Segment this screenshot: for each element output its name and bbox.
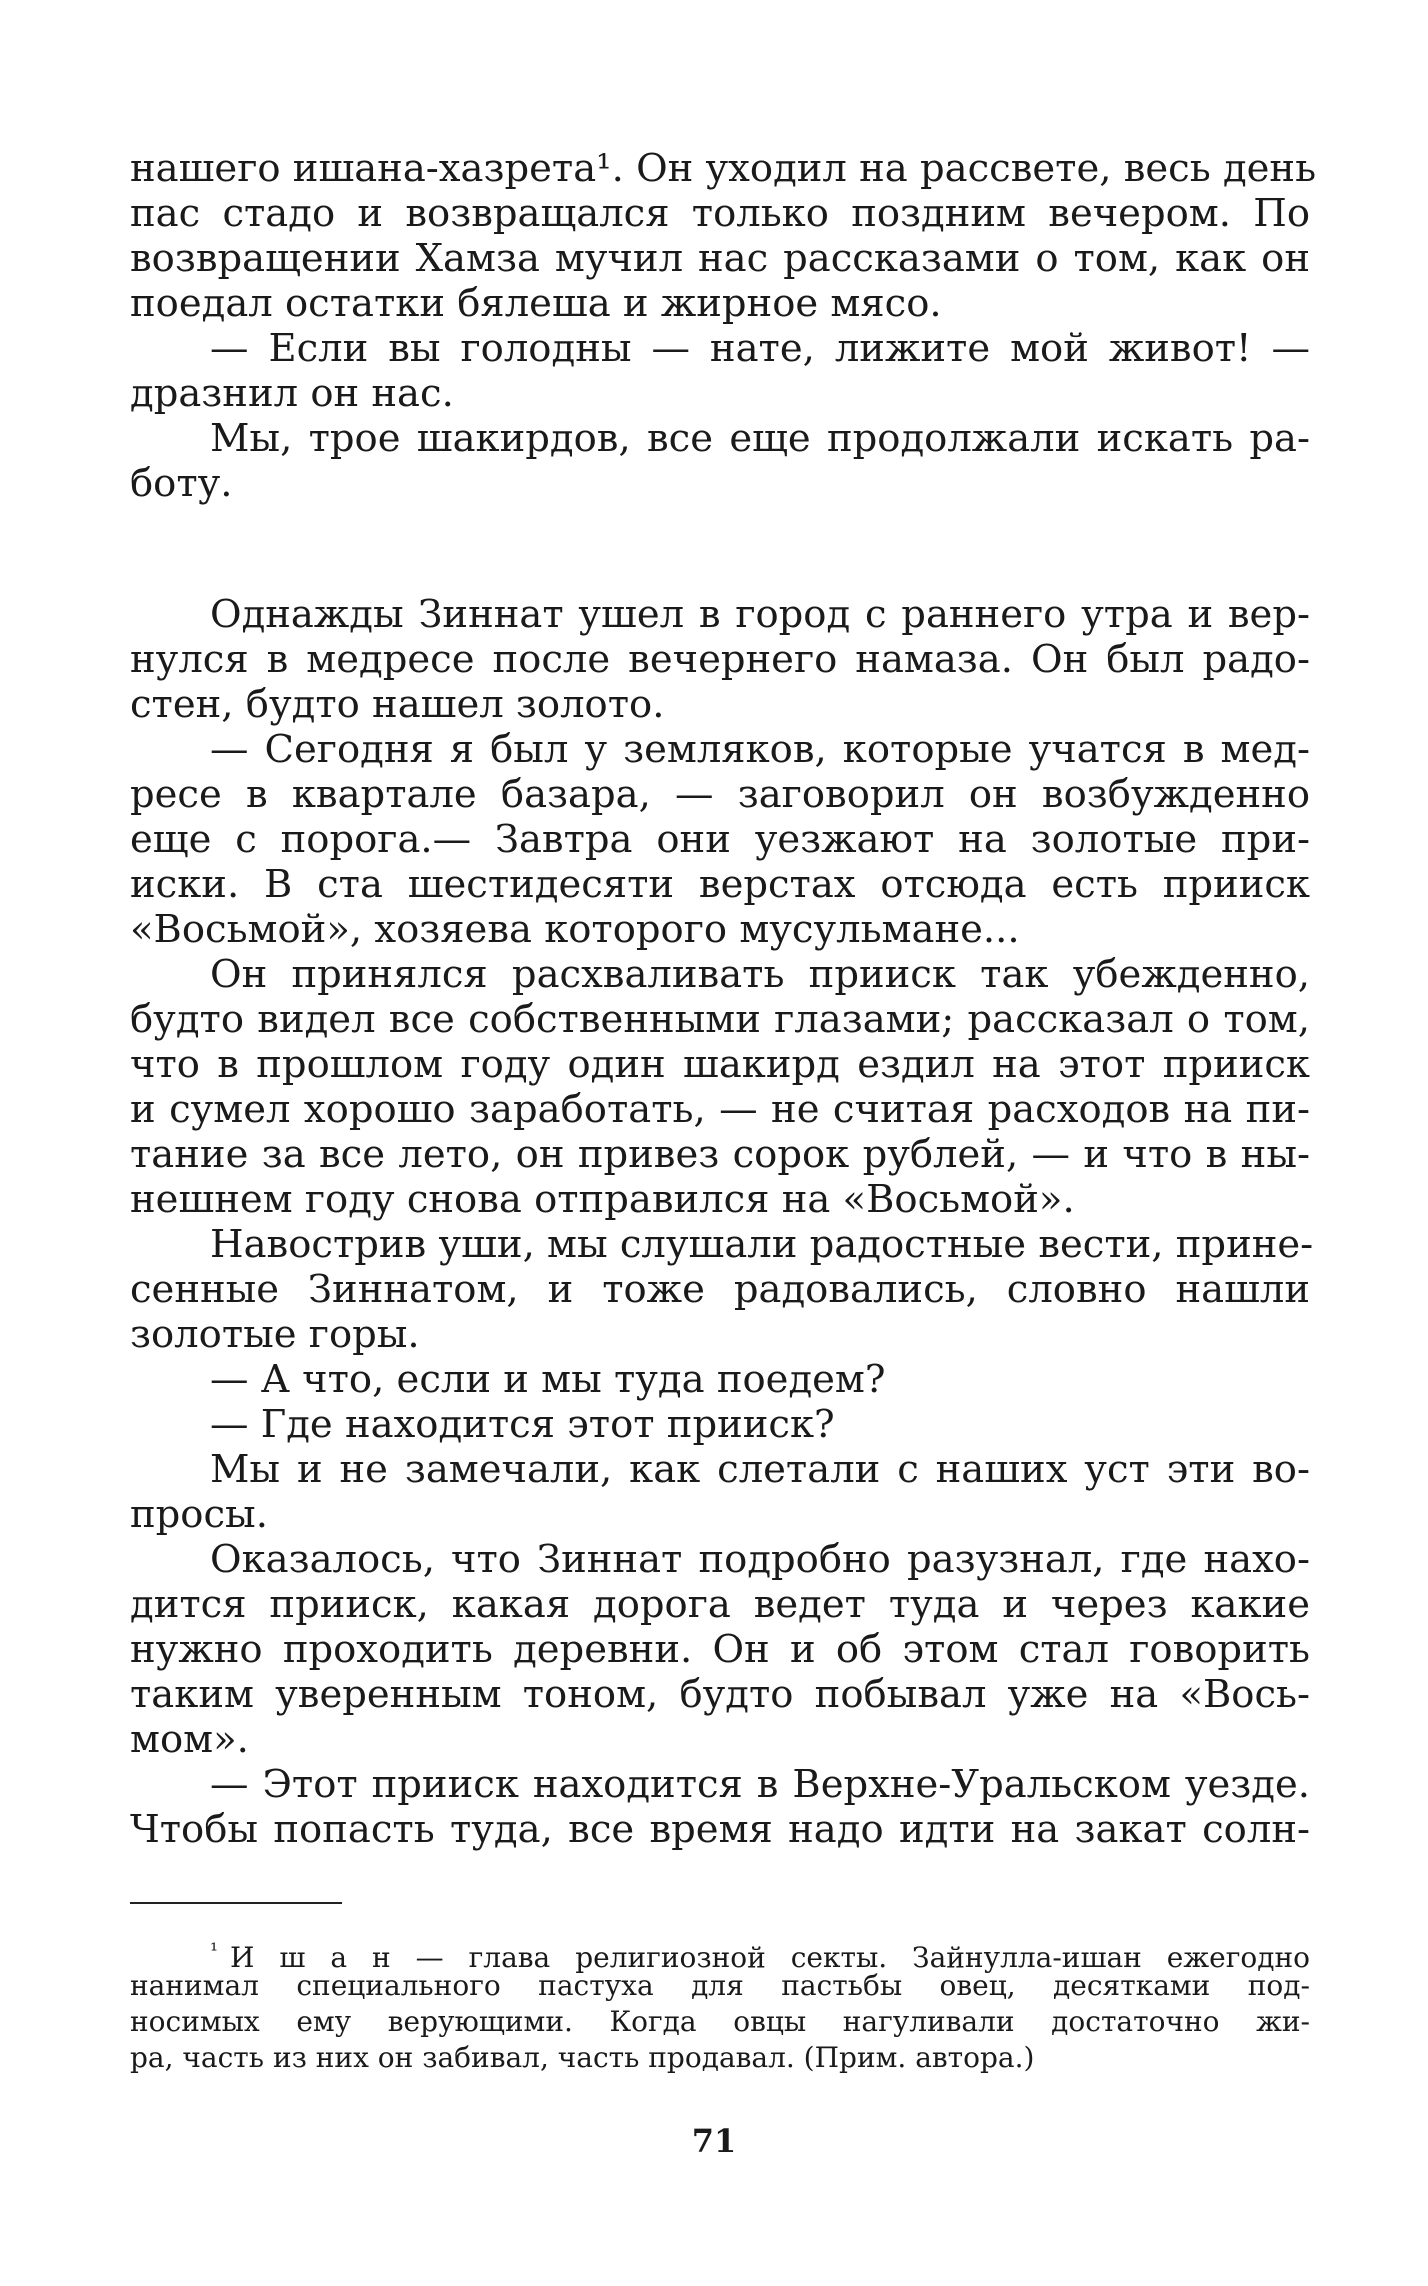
text-line: Чтобы попасть туда, все время надо идти на закат солн- [130,1807,1310,1852]
text-line: Однажды Зиннат ушел в город с раннего утра и вер- [210,592,1310,637]
text-line: — А что, если и мы туда поедем? [210,1357,886,1402]
text-line: нашего ишана-хазрета¹. Он уходил на рассвете, весь день [130,146,1317,191]
text-line: и сумел хорошо заработать, — не считая расходов на пи- [130,1087,1310,1132]
text-block-main [130,592,1314,1852]
text-line: поедал остатки бялеша и жирное мясо. [130,281,942,326]
footnote-marker: ¹ [210,1938,219,1962]
text-line: пас стадо и возвращался только поздним вечером. По [130,191,1310,236]
text-line: Мы и не замечали, как слетали с наших уст эти во- [210,1447,1310,1492]
footnote-line: носимых ему верующими. Когда овцы нагуливали достаточно жи- [130,2005,1310,2038]
text-line: нужно проходить деревни. Он и об этом стал говорить [130,1627,1310,1672]
footnote-divider [130,1902,342,1904]
text-line: — Где находится этот прииск? [210,1402,835,1447]
text-line: еще с порога.— Завтра они уезжают на золотые при- [130,817,1310,862]
text-line: иски. В ста шестидесяти верстах отсюда есть прииск [130,862,1310,907]
footnote-line [130,1932,1310,1974]
text-line: нешнем году снова отправился на «Восьмой». [130,1177,1075,1222]
text-line: ресе в квартале базара, — заговорил он возбужденно [130,772,1310,817]
text-line: дится прииск, какая дорога ведет туда и через какие [130,1582,1310,1627]
text-line: Навострив уши, мы слушали радостные вести, прине- [210,1222,1314,1267]
text-line: — Если вы голодны — нате, лижите мой живот! — [210,326,1310,371]
text-line: нулся в медресе после вечернего намаза. Он был радо- [130,637,1310,682]
footnote-text: И ш а н — глава религиозной секты. Зайнулла-ишан ежегодно [230,1941,1310,1974]
text-line: «Восьмой», хозяева которого мусульмане... [130,907,1020,952]
text-line: тание за все лето, он привез сорок рублей, — и что в ны- [130,1132,1310,1177]
text-line: будто видел все собственными глазами; рассказал о том, [130,997,1310,1042]
text-line: Оказалось, что Зиннат подробно разузнал, где нахо- [210,1537,1310,1582]
text-line: Он принялся расхваливать прииск так убежденно, [210,952,1310,997]
text-line: что в прошлом году один шакирд ездил на этот прииск [130,1042,1310,1087]
text-line: Мы, трое шакирдов, все еще продолжали искать ра- [210,416,1310,461]
footnote-line: нанимал специального пастуха для пастьбы овец, десятками под- [130,1969,1310,2002]
text-line: боту. [130,461,233,506]
footnote [130,1932,1310,2076]
text-line: просы. [130,1492,268,1537]
text-line: дразнил он нас. [130,371,454,416]
text-line: золотые горы. [130,1312,420,1357]
text-line: мом». [130,1717,249,1762]
text-block-top [130,146,1317,506]
text-line: таким уверенным тоном, будто побывал уже на «Вось- [130,1672,1310,1717]
footnote-line: ра, часть из них он забивал, часть продавал. (Прим. автора.) [130,2041,1035,2074]
text-line: — Этот прииск находится в Верхне-Уральском уезде. [210,1762,1310,1807]
text-line: сенные Зиннатом, и тоже радовались, словно нашли [130,1267,1310,1312]
text-line: возвращении Хамза мучил нас рассказами о том, как он [130,236,1310,281]
text-line: стен, будто нашел золото. [130,682,665,727]
page-number: 71 [691,2122,737,2160]
text-line: — Сегодня я был у земляков, которые учатся в мед- [210,727,1310,772]
